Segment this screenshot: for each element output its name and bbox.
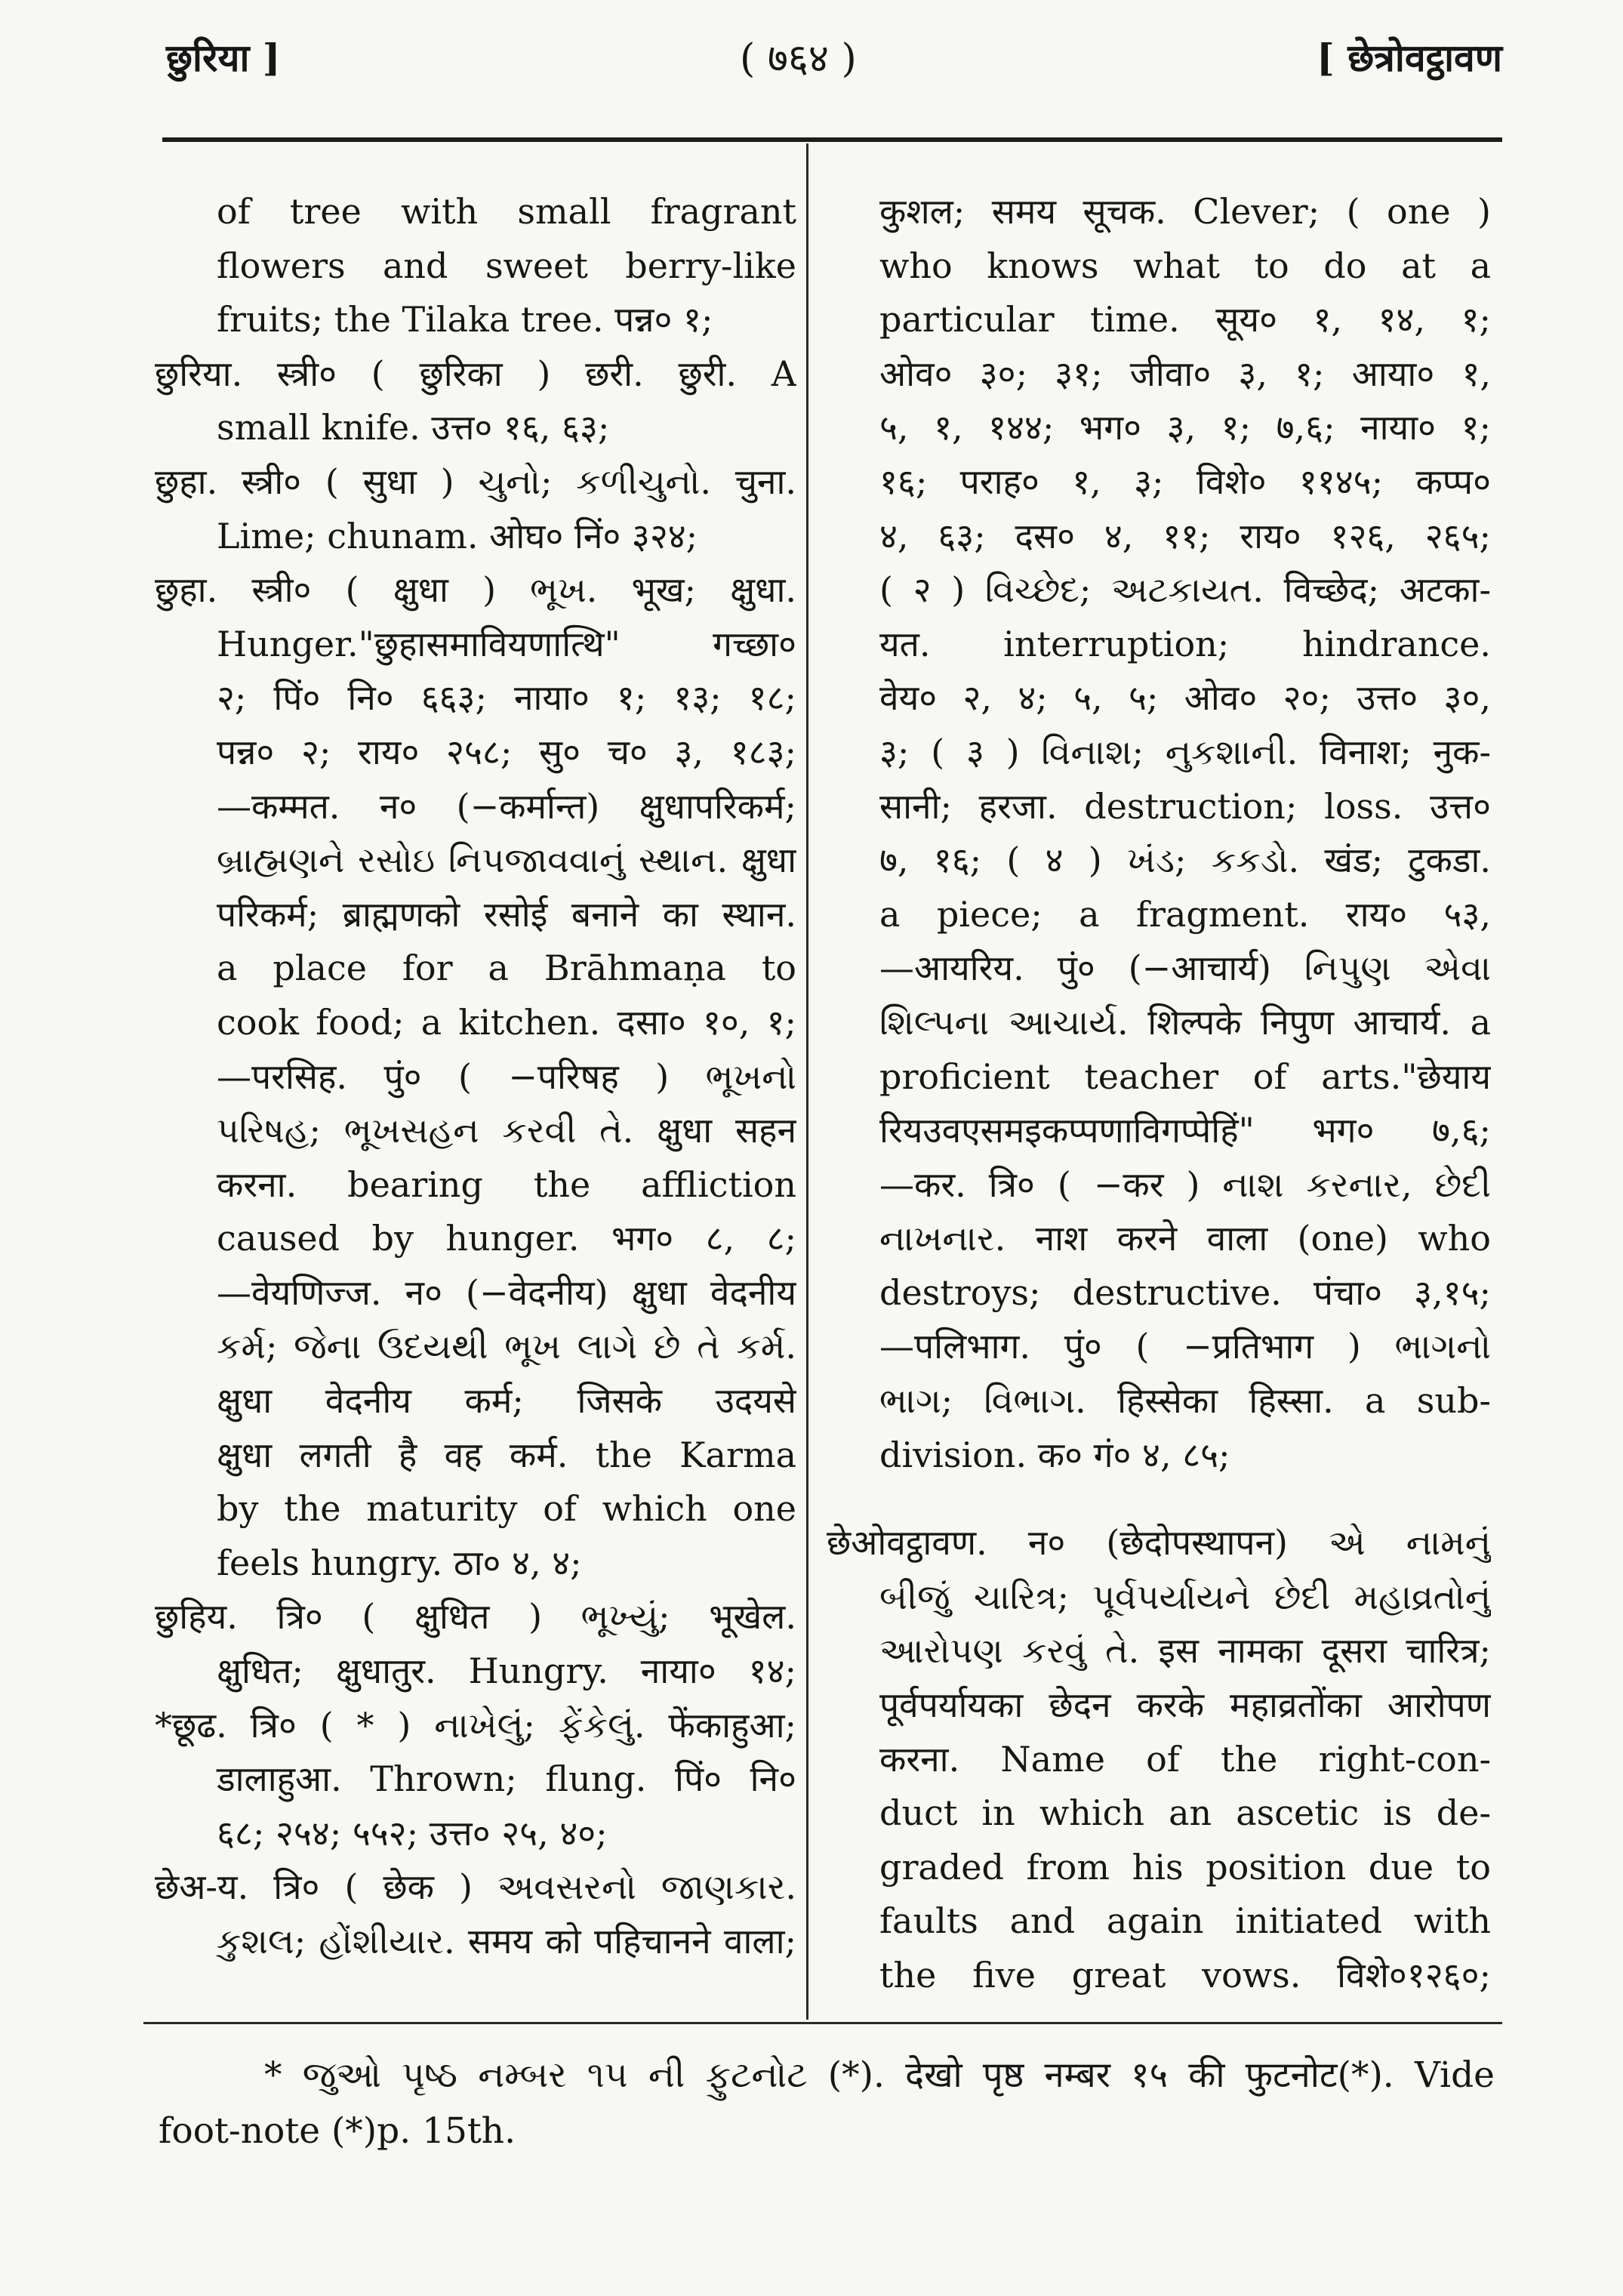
text-line: पन्न० २; राय० २५८; सु० च० ३, १८३; [217, 731, 796, 772]
text-line: करना. Name of the right-con- [879, 1738, 1491, 1780]
text-line: ભાગ; વિભાગ. हिस्सेका हिस्सा. a sub- [879, 1380, 1491, 1422]
text-line: क्षुधा वेदनीय कर्म; जिसके उदयसे [217, 1380, 796, 1422]
text-line: सानी; हरजा. destruction; loss. उत्त० [879, 785, 1491, 827]
text-line: डालाहुआ. Thrown; flung. पिं० नि० [217, 1758, 796, 1800]
text-line: duct in which an ascetic is de- [879, 1792, 1491, 1834]
text-line: graded from his position due to [879, 1846, 1491, 1888]
text-line: १६; पराह० १, ३; विशे० ११४५; कप्प० [879, 461, 1491, 502]
text-line: flowers and sweet berry-like [217, 245, 796, 286]
text-line: ४, ६३; दस० ४, ११; राय० १२६, २६५; [879, 515, 1491, 556]
entry-headword-line: *छूढ. त्रि० ( * ) નાખેલું; ફેંકેલું. फेंकाहुआ; [155, 1704, 796, 1746]
text-line: faults and again initiated with [879, 1900, 1491, 1942]
text-line: પરિષહ; ભૂખસહન કરવી તે. क्षुधा सहन [217, 1110, 796, 1151]
text-line: वेय० २, ४; ५, ५; ओव० २०; उत्त० ३०, [879, 677, 1491, 719]
text-line: परिकर्म; ब्राह्मणको रसोई बनाने का स्थान. [217, 893, 796, 935]
entry-headword-line: छुहिय. त्रि० ( क्षुधित ) ભૂખ્યું; भूखेल. [155, 1596, 796, 1638]
text-line: क्षुधा लगती है वह कर्म. the Karma [217, 1434, 796, 1475]
text-line: આરોપણ કરવું તે. इस नामका दूसरा चारित्र; [879, 1630, 1491, 1672]
text-line: रियउवएसमइकप्पणाविगप्पेहिं" भग० ७,६; [879, 1110, 1491, 1151]
text-line: ( २ ) વિચ્છેદ; અટકાયત. विच्छेद; अटका- [879, 569, 1491, 611]
text-line: who knows what to do at a [879, 245, 1491, 286]
header-rule [162, 137, 1502, 142]
text-line: a piece; a fragment. राय० ५३, [879, 893, 1491, 935]
entry-headword-line: छेअ-य. त्रि० ( छेक ) અવસરનો જાણકાર. [155, 1866, 796, 1908]
text-line: શિલ્પના આચાર્ય. शिल्पके निपुण आचार्य. a [879, 1001, 1491, 1043]
entry-headword-line: छुरिया. स्त्री० ( छुरिका ) छरी. छुरी. A [155, 353, 796, 394]
footnote-line: * જુઓ પૃષ્ઠ નમ્બર ૧૫ ની ફુટનોટ (*). देखो पृष्ठ नम्बर १५ की फुटनोट(*). Vide [264, 2054, 1495, 2096]
text-line: the five great vows. विशे०१२६०; [879, 1955, 1491, 1996]
sub-entry-line: —आयरिय. पुं० (−आचार्य) નિપુણ એવા [879, 948, 1491, 989]
text-line: બીજું ચારિત્ર; પૂર્વપર્યાયને છેદી મહાવ્રતોનું [879, 1576, 1491, 1617]
text-line: ५, १, १४४; भग० ३, १; ७,६; नाया० १; [879, 407, 1491, 448]
entry-headword-line: छुहा. स्त्री० ( क्षुधा ) ભૂખ. भूख; क्षुधा. [155, 569, 796, 611]
text-line: ३; ( ३ ) વિનાશ; નુકશાની. विनाश; नुक- [879, 731, 1491, 772]
text-line: feels hungry. ठा० ४, ४; [217, 1542, 582, 1583]
text-line: બ્રાહ્મણને રસોઇ નિપજાવવાનું સ્થાન. क्षुधा [217, 840, 796, 881]
text-line: destroys; destructive. पंचा० ३,१५; [879, 1271, 1491, 1313]
entry-headword-line: छेओवट्ठावण. न० (छेदोपस्थापन) એ નામનું [827, 1522, 1491, 1564]
text-line: caused by hunger. भग० ८, ८; [217, 1218, 796, 1259]
entry-headword-line: छुहा. स्त्री० ( सुधा ) ચુનો; કળીચુનો. चुना. [155, 461, 796, 502]
text-line: a place for a Brāhmaṇa to [217, 948, 796, 989]
left-column [155, 185, 796, 1969]
text-line: ६८; २५४; ५५२; उत्त० २५, ४०; [217, 1812, 608, 1854]
text-line: cook food; a kitchen. दसा० १०, १; [217, 1001, 796, 1043]
text-line: small knife. उत्त० १६, ६३; [217, 407, 610, 448]
right-column [827, 185, 1491, 2003]
footnote [159, 2048, 1495, 2159]
text-line: division. क० गं० ४, ८५; [879, 1434, 1230, 1475]
text-line: यत. interruption; hindrance. [879, 623, 1491, 664]
sub-entry-line: —पलिभाग. पुं० ( −प्रतिभाग ) ભાગનો [879, 1326, 1491, 1367]
text-line: ओव० ३०; ३१; जीवा० ३, १; आया० १, [879, 353, 1491, 394]
text-line: पूर्वपर्यायका छेदन करके महाव्रतोंका आरोपण [879, 1684, 1491, 1726]
text-line: कुशल; समय सूचक. Clever; ( one ) [879, 191, 1491, 232]
text-line: particular time. सूय० १, १४, १; [879, 299, 1491, 341]
text-line: क्षुधित; क्षुधातुर. Hungry. नाया० १४; [217, 1650, 796, 1692]
text-line: fruits; the Tilaka tree. पन्न० १; [217, 299, 713, 341]
sub-entry-line: —कर. त्रि० ( −कर ) નાશ કરનાર, છેદી [879, 1163, 1491, 1205]
footnote-line: foot-note (*)p. 15th. [159, 2110, 516, 2152]
text-line: Lime; chunam. ओघ० निं० ३२४; [217, 515, 698, 556]
header-right-guideword: [ छेत्रोवट्ठावण [1317, 35, 1502, 80]
column-divider [806, 143, 808, 2020]
text-line: કુશલ; હોંશીયાર. समय को पहिचानने वाला; [217, 1921, 796, 1962]
text-line: ७, १६; ( ४ ) ખંડ; કકડો. खंड; टुकडा. [879, 840, 1491, 881]
text-line: નાખનાર. नाश करने वाला (one) who [879, 1218, 1491, 1259]
text-line: of tree with small fragrant [217, 191, 796, 232]
text-line: २; पिं० नि० ६६३; नाया० १; १३; १८; [217, 677, 796, 719]
text-line: by the maturity of which one [217, 1488, 796, 1530]
sub-entry-line: —परसिह. पुं० ( −परिषह ) ભૂખનો [217, 1056, 796, 1097]
page-number: ( ७६४ ) [740, 36, 857, 82]
text-line: કર્મ; જેના ઉદયથી ભૂખ લાગે છે તે કર્મ. [217, 1326, 796, 1367]
sub-entry-line: —वेयणिज्ज. न० (−वेदनीय) क्षुधा वेदनीय [217, 1271, 796, 1313]
header-left-guideword: छुरिया ] [166, 35, 281, 80]
text-line: करना. bearing the affliction [217, 1163, 796, 1205]
text-line: Hunger."छुहासमावियणात्थि" गच्छा० [217, 623, 796, 664]
footnote-rule [143, 2022, 1502, 2024]
sub-entry-line: —कम्मत. न० (−कर्मान्त) क्षुधापरिकर्म; [217, 785, 796, 827]
text-line: proficient teacher of arts."छेयाय [879, 1056, 1491, 1097]
